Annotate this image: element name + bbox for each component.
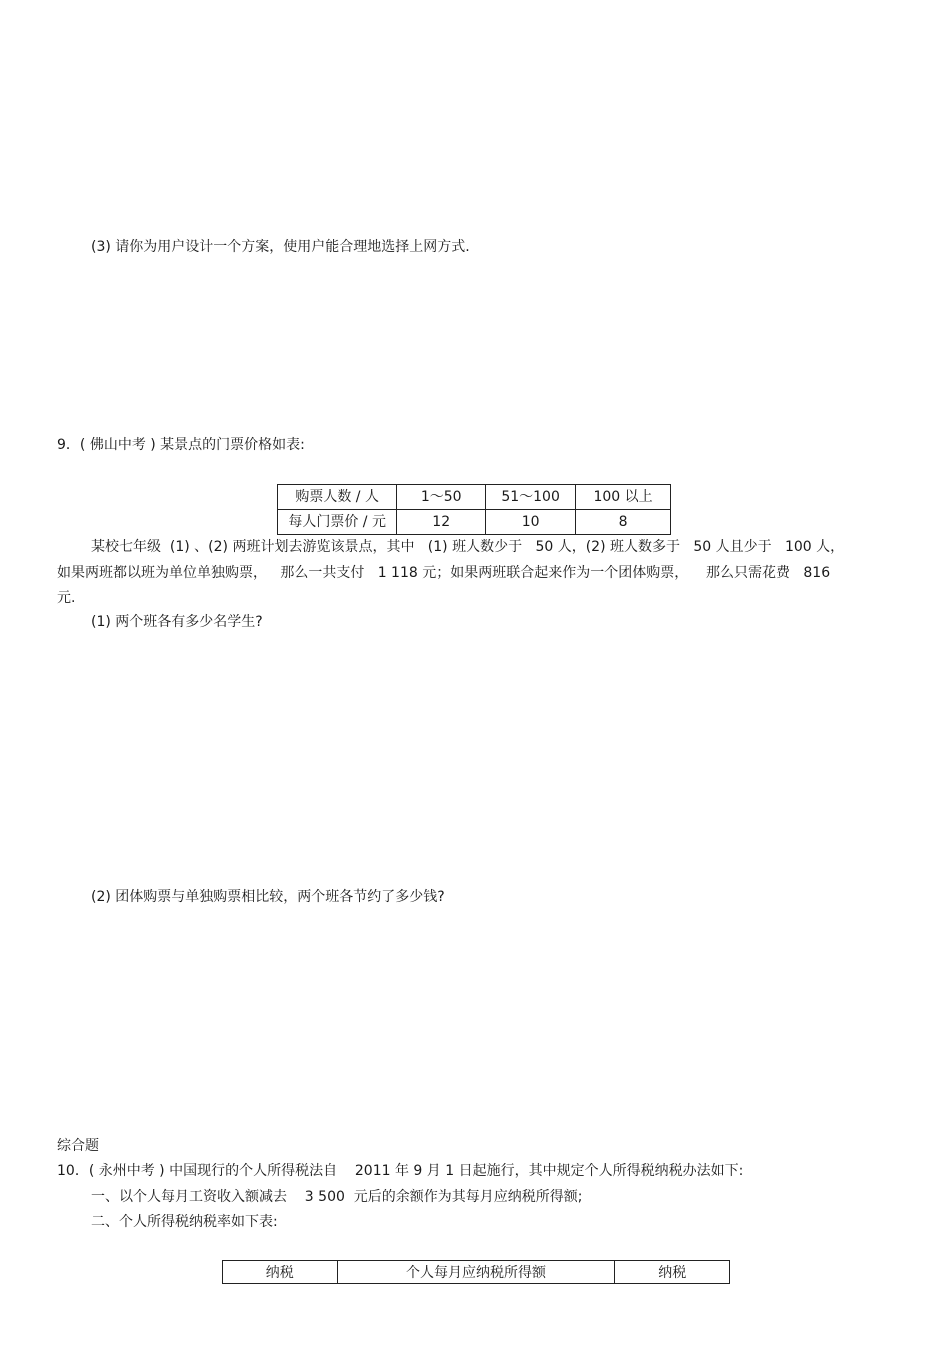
q9-part2: (2) 团体购票与单独购票相比较，两个班各节约了多少钱?	[91, 889, 445, 905]
table-row	[223, 1261, 730, 1284]
table-header-cell: 纳税	[223, 1261, 338, 1284]
table-cell: 8	[576, 510, 671, 535]
table-cell: 10	[486, 510, 576, 535]
tax-rate-table	[222, 1260, 730, 1284]
ticket-price-table	[277, 484, 671, 535]
table-cell: 12	[397, 510, 486, 535]
q10-rule1: 一、以个人每月工资收入额减去 3 500 元后的余额作为其每月应纳税所得额;	[91, 1189, 583, 1205]
table-cell: 1～50	[397, 485, 486, 510]
table-header-cell: 纳税	[615, 1261, 730, 1284]
q9-paragraph-line2: 如果两班都以班为单位单独购票， 那么一共支付 1 118 元；如果两班联合起来作为一个团体购票， 那么只需花费 816	[57, 565, 831, 581]
q10-rule2: 二、个人所得税纳税率如下表:	[91, 1214, 278, 1230]
table-row	[278, 510, 671, 535]
table-cell: 每人门票价 / 元	[278, 510, 397, 535]
table-cell: 100 以上	[576, 485, 671, 510]
q8-part3: (3) 请你为用户设计一个方案，使用户能合理地选择上网方式.	[91, 239, 470, 255]
table-cell: 51～100	[486, 485, 576, 510]
q9-header: 9．( 佛山中考 ) 某景点的门票价格如表:	[57, 437, 305, 453]
table-cell: 购票人数 / 人	[278, 485, 397, 510]
q9-paragraph-line1: 某校七年级 (1) 、(2) 两班计划去游览该景点，其中 (1) 班人数少于 50 人，(2) 班人数多于 50 人且少于 100 人，	[91, 539, 845, 555]
q9-paragraph-line3: 元.	[57, 590, 76, 606]
table-header-cell: 个人每月应纳税所得额	[337, 1261, 615, 1284]
q9-part1: (1) 两个班各有多少名学生?	[91, 614, 263, 630]
q10-header: 10．( 永州中考 ) 中国现行的个人所得税法自 2011 年 9 月 1 日起施行，其中规定个人所得税纳税办法如下:	[57, 1163, 744, 1179]
table-row	[278, 485, 671, 510]
section-title: 综合题	[57, 1138, 99, 1154]
